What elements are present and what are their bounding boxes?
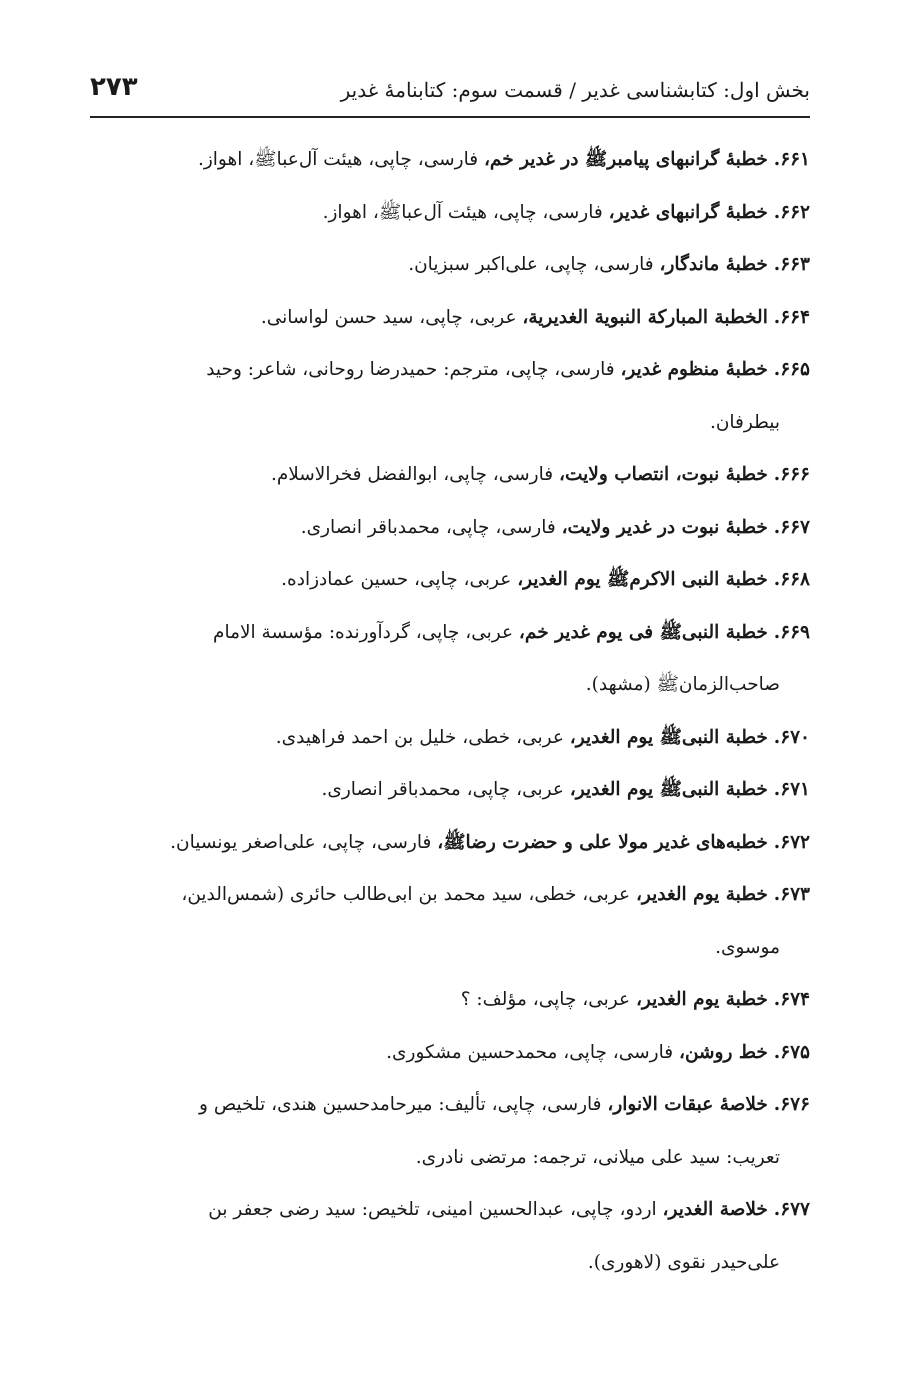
entry-details: فارسی، چاپی، هیئت آل‌عباﷺ، اهواز. (197, 149, 484, 170)
entry-title: خطبه‌های غدیر مولا علی و حضرت رضاﷺ، (437, 831, 768, 853)
entry-title: خطبة النبی الاکرمﷺ یوم الغدیر، (517, 569, 768, 590)
entry-details: فارسی، چاپی، مترجم: حمیدرضا روحانی، شاعر: وحید (206, 359, 621, 380)
entry-number: ۶۷۳. (773, 884, 810, 905)
entry-details: فارسی، چاپی، ابوالفضل فخرالاسلام. (270, 464, 559, 485)
entry-title: خطبة یوم الغدیر، (635, 989, 768, 1010)
entry-number: ۶۶۸. (773, 569, 810, 590)
bibliography-entry (90, 1027, 810, 1080)
entry-title: خطبة یوم الغدیر، (635, 884, 768, 905)
entry-number: ۶۷۴. (773, 989, 810, 1010)
bibliography-entry (90, 449, 810, 502)
bibliography-entry (90, 292, 810, 345)
entry-details: عربی، چاپی، سید حسن لواسانی. (260, 306, 523, 328)
entry-details: عربی، چاپی، گردآورنده: مؤسسة الامام (212, 621, 519, 643)
entry-title: الخطبة المبارکة النبویة الغدیریة، (522, 306, 768, 328)
entry-number: ۶۷۷. (773, 1199, 810, 1220)
entry-details: فارسی، چاپی، تألیف: میرحامدحسین هندی، تلخیص و (199, 1094, 608, 1115)
entry-continuation: صاحب‌الزمانﷺ (مشهد). (585, 674, 780, 695)
entry-details: فارسی، چاپی، علی‌اصغر یونسیان. (170, 831, 438, 853)
running-head: بخش اول: کتابشناسی غدیر / قسمت سوم: کتابنامۀ غدیر (340, 78, 810, 102)
bibliography-entry (90, 239, 810, 292)
bibliography-list (90, 134, 810, 1289)
bibliography-entry (90, 607, 810, 712)
bibliography-entry (90, 344, 810, 449)
entry-title: خطبة النبیﷺ یوم الغدیر، (569, 726, 768, 748)
bibliography-entry (90, 712, 810, 765)
bibliography-entry (90, 1079, 810, 1184)
entry-continuation: علی‌حیدر نقوی (لاهوری). (587, 1251, 780, 1273)
bibliography-entry (90, 134, 810, 187)
entry-continuation: بیطرفان. (709, 411, 780, 433)
entry-title: خطبة النبیﷺ فی یوم غدیر خم، (518, 621, 768, 643)
entry-title: خلاصة الغدیر، (662, 1199, 768, 1220)
entry-title: خط روشن، (678, 1041, 768, 1063)
entry-number: ۶۷۶. (773, 1094, 810, 1115)
entry-title: خطبۀ گرانبهای پیامبرﷺ در غدیر خم، (483, 149, 768, 170)
bibliography-entry (90, 869, 810, 974)
page-header (90, 66, 810, 118)
bibliography-entry (90, 187, 810, 240)
entry-number: ۶۶۳. (773, 254, 810, 275)
entry-number: ۶۶۱. (773, 149, 810, 170)
entry-number: ۶۷۵. (773, 1041, 810, 1063)
bibliography-entry (90, 1184, 810, 1289)
bibliography-entry (90, 817, 810, 870)
entry-details: فارسی، چاپی، محمدحسین مشکوری. (386, 1041, 679, 1063)
entry-number: ۶۶۲. (773, 201, 810, 223)
entry-details: عربی، چاپی، محمدباقر انصاری. (321, 779, 570, 800)
entry-title: خطبۀ گرانبهای غدیر، (608, 201, 768, 223)
entry-number: ۶۶۶. (773, 464, 810, 485)
entry-details: فارسی، چاپی، محمدباقر انصاری. (300, 516, 562, 538)
page-number: ۲۷۳ (90, 72, 138, 102)
entry-number: ۶۶۷. (773, 516, 810, 538)
entry-details: فارسی، چاپی، هیئت آل‌عباﷺ، اهواز. (322, 201, 609, 223)
entry-details: عربی، چاپی، مؤلف: ؟ (460, 989, 636, 1010)
entry-title: خلاصۀ عبقات الانوار، (607, 1094, 768, 1115)
entry-details: عربی، خطی، سید محمد بن ابی‌طالب حائری (شمس‌الدین، (181, 884, 636, 905)
entry-details: فارسی، چاپی، علی‌اکبر سبزیان. (408, 254, 660, 275)
entry-title: خطبۀ نبوت، انتصاب ولایت، (558, 464, 768, 485)
entry-number: ۶۷۱. (773, 779, 810, 800)
bibliography-entry (90, 502, 810, 555)
entry-details: اردو، چاپی، عبدالحسین امینی، تلخیص: سید رضی جعفر بن (208, 1199, 663, 1220)
entry-number: ۶۷۲. (773, 831, 810, 853)
entry-title: خطبۀ ماندگار، (659, 254, 768, 275)
entry-continuation: موسوی. (715, 936, 780, 958)
entry-title: خطبۀ نبوت در غدیر ولایت، (561, 516, 768, 538)
bibliography-entry (90, 974, 810, 1027)
entry-number: ۶۷۰. (773, 726, 810, 748)
entry-details: عربی، چاپی، حسین عمادزاده. (281, 569, 518, 590)
entry-continuation: تعریب: سید علی میلانی، ترجمه: مرتضی نادری. (415, 1146, 780, 1168)
entry-details: عربی، خطی، خلیل بن احمد فراهیدی. (275, 726, 570, 748)
bibliography-entry (90, 764, 810, 817)
entry-number: ۶۶۹. (773, 621, 810, 643)
entry-number: ۶۶۵. (773, 359, 810, 380)
bibliography-entry (90, 554, 810, 607)
entry-title: خطبۀ منظوم غدیر، (620, 359, 768, 380)
entry-title: خطبة النبیﷺ یوم الغدیر، (569, 779, 768, 800)
entry-number: ۶۶۴. (773, 306, 810, 328)
